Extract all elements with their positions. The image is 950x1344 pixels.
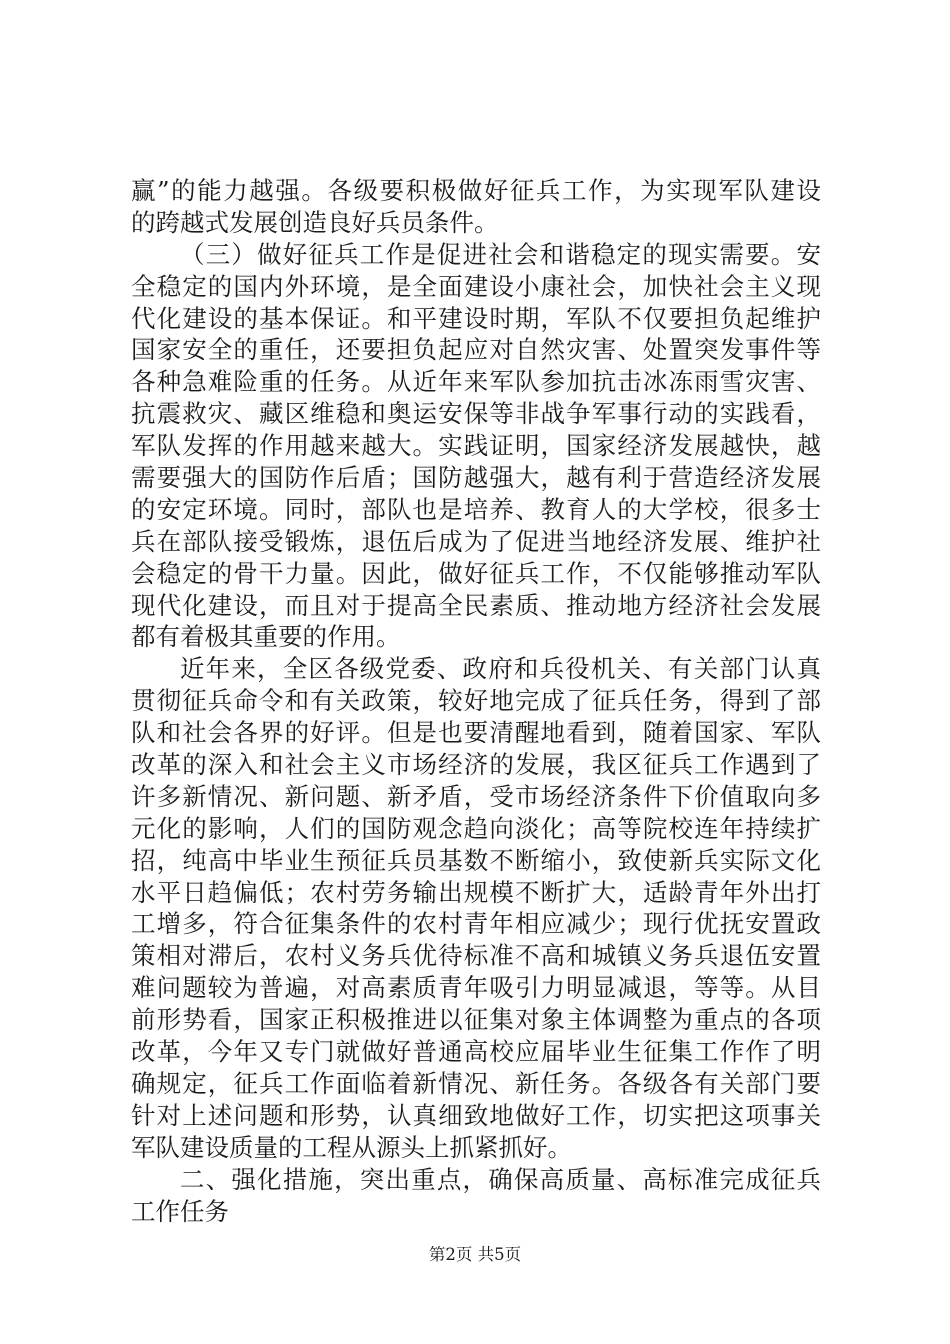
text-line: 招，纯高中毕业生预征兵员基数不断缩小，致使新兵实际文化 — [131, 845, 821, 875]
text-line: 策相对滞后，农村义务兵优待标准不高和城镇义务兵退伍安置 — [131, 941, 821, 971]
text-line: 需要强大的国防作后盾；国防越强大，越有利于营造经济发展 — [131, 463, 821, 493]
text-line: 改革，今年又专门就做好普通高校应届毕业生征集工作作了明 — [131, 1037, 821, 1067]
text-line: 前形势看，国家正积极推进以征集对象主体调整为重点的各项 — [131, 1005, 821, 1035]
text-line: 难问题较为普遍，对高素质青年吸引力明显减退，等等。从目 — [131, 973, 821, 1003]
text-line: 赢”的能力越强。各级要积极做好征兵工作，为实现军队建设 — [131, 176, 821, 205]
text-line: 贯彻征兵命令和有关政策，较好地完成了征兵任务，得到了部 — [131, 686, 821, 716]
text-line: 会稳定的骨干力量。因此，做好征兵工作，不仅能够推动军队 — [131, 558, 821, 588]
text-line: 工作任务 — [131, 1196, 229, 1226]
text-line: 队和社会各界的好评。但是也要清醒地看到，随着国家、军队 — [131, 718, 821, 748]
text-line: 针对上述问题和形势，认真细致地做好工作，切实把这项事关 — [131, 1100, 821, 1130]
text-line: 元化的影响，人们的国防观念趋向淡化；高等院校连年持续扩 — [131, 813, 821, 843]
text-line: 水平日趋偏低；农村劳务输出规模不断扩大，适龄青年外出打 — [131, 877, 821, 907]
page-footer: 第2页 共5页 — [428, 1245, 522, 1264]
text-line: 军队建设质量的工程从源头上抓紧抓好。 — [131, 1132, 572, 1162]
text-line: 工增多，符合征集条件的农村青年相应减少；现行优抚安置政 — [131, 909, 821, 939]
text-line: 国家安全的重任，还要担负起应对自然灾害、处置突发事件等 — [131, 335, 821, 365]
text-line: 抗震救灾、藏区维稳和奥运安保等非战争军事行动的实践看， — [131, 399, 821, 429]
text-line: 的安定环境。同时，部队也是培养、教育人的大学校，很多士 — [131, 494, 821, 524]
text-line: 军队发挥的作用越来越大。实践证明，国家经济发展越快，越 — [131, 431, 821, 461]
text-line: 兵在部队接受锻炼，退伍后成为了促进当地经济发展、维护社 — [131, 526, 821, 556]
body-text — [131, 175, 821, 1227]
text-line: 各种急难险重的任务。从近年来军队参加抗击冰冻雨雪灾害、 — [131, 367, 821, 397]
text-line: （三）做好征兵工作是促进社会和谐稳定的现实需要。安 — [180, 239, 821, 269]
text-line: 代化建设的基本保证。和平建设时期，军队不仅要担负起维护 — [131, 303, 821, 333]
text-line: 近年来，全区各级党委、政府和兵役机关、有关部门认真 — [180, 654, 821, 684]
text-line: 现代化建设，而且对于提高全民素质、推动地方经济社会发展 — [131, 590, 821, 620]
text-line: 的跨越式发展创造良好兵员条件。 — [131, 207, 499, 237]
text-line: 都有着极其重要的作用。 — [131, 622, 401, 652]
text-line: 全稳定的国内外环境，是全面建设小康社会，加快社会主义现 — [131, 271, 821, 301]
text-line: 许多新情况、新问题、新矛盾，受市场经济条件下价值取向多 — [131, 781, 821, 811]
text-line: 二、强化措施，突出重点，确保高质量、高标准完成征兵 — [180, 1164, 821, 1194]
text-line: 确规定，征兵工作面临着新情况、新任务。各级各有关部门要 — [131, 1068, 821, 1098]
text-line: 改革的深入和社会主义市场经济的发展，我区征兵工作遇到了 — [131, 750, 821, 780]
